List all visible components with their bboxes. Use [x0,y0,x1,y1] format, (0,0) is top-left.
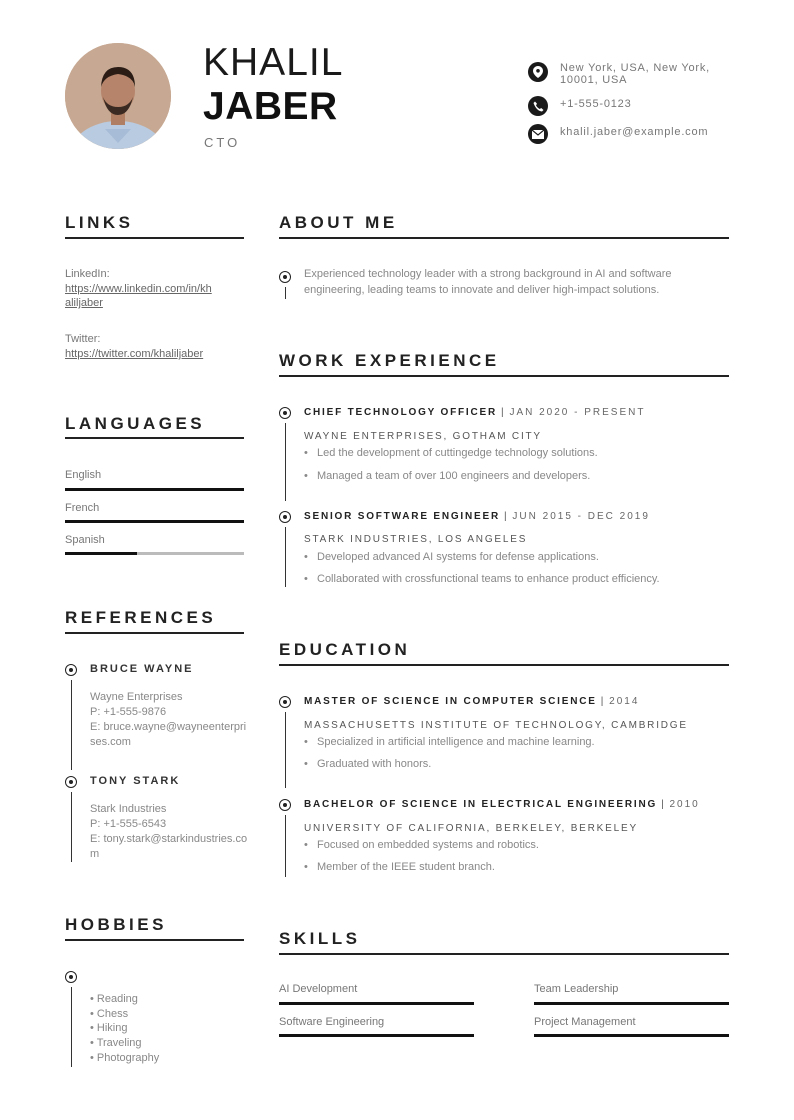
timeline-line [285,287,286,299]
timeline-dot [279,407,291,419]
language-name: Spanish [65,534,105,546]
separator: | [600,696,606,707]
hobby-item: • Traveling [90,1037,142,1049]
linkedin-link-line2[interactable]: aliljaber [65,297,103,309]
bullet-glyph: • [304,470,308,482]
timeline-line [71,987,72,1067]
job-heading [304,407,645,418]
timeline-line [285,815,286,877]
skill-bar [534,1034,729,1037]
hobby-item: • Photography [90,1052,160,1064]
skill-bar [279,1034,474,1037]
reference-phone: P: +1-555-9876 [90,706,167,718]
timeline-dot [279,271,291,283]
timeline-line [285,527,286,587]
bullet-text: Collaborated with crossfunctional teams to enhance product efficiency. [317,573,660,585]
skill-name: Team Leadership [534,983,619,995]
timeline-dot [65,971,77,983]
timeline-line [71,680,72,770]
timeline-line [285,423,286,501]
references-heading: REFERENCES [65,608,217,627]
separator: | [504,511,509,522]
phone-icon [528,96,548,116]
skill-bar [534,1002,729,1005]
hobby-item: • Chess [90,1008,129,1020]
timeline-dot [279,799,291,811]
twitter-label: Twitter: [65,333,101,345]
links-heading: LINKS [65,213,134,232]
language-level-bar [65,520,244,523]
reference-email[interactable]: E: bruce.wayne@wayneenterprises.com [90,721,247,748]
reference-details [90,802,250,862]
bullet-glyph: • [304,736,308,748]
linkedin-label: LinkedIn: [65,268,110,280]
bullet-text: Developed advanced AI systems for defense applications. [317,551,599,563]
bullet-glyph: • [304,447,308,459]
school-name: UNIVERSITY OF CALIFORNIA, BERKELEY, BERKELEY [304,823,638,834]
language-level-bar [65,552,244,555]
last-name: JABER [203,85,338,128]
degree-title: MASTER OF SCIENCE IN COMPUTER SCIENCE [304,696,597,707]
job-bullet [304,470,590,482]
skill-name: Software Engineering [279,1016,385,1028]
languages-heading: LANGUAGES [65,414,206,433]
language-level-fill [65,552,137,555]
timeline-dot [279,696,291,708]
degree-title: BACHELOR OF SCIENCE IN ELECTRICAL ENGINEERING [304,799,658,810]
links-divider [65,237,244,239]
about-text-line2: engineering, leading teams to innovate and deliver high-impact solutions. [304,284,660,296]
about-divider [279,237,729,239]
reference-name: TONY STARK [90,775,181,787]
timeline-dot [65,776,77,788]
job-heading [304,511,650,522]
education-heading: EDUCATION [279,640,411,659]
timeline-line [285,712,286,788]
phone-text: +1-555-0123 [560,98,632,110]
contact-phone [528,96,730,116]
language-name: English [65,469,102,481]
separator: | [501,407,506,418]
bullet-glyph: • [304,551,308,563]
timeline-dot [65,664,77,676]
hobbies-heading: HOBBIES [65,915,167,934]
twitter-link[interactable]: https://twitter.com/khaliljaber [65,348,204,360]
bullet-text: Managed a team of over 100 engineers and developers. [317,470,591,482]
job-role: SENIOR SOFTWARE ENGINEER [304,511,500,522]
languages-divider [65,437,244,439]
degree-year: 2014 [609,696,640,707]
job-title: CTO [204,135,241,150]
bullet-text: Member of the IEEE student branch. [317,861,495,873]
job-organization: WAYNE ENTERPRISES, GOTHAM CITY [304,431,542,442]
job-organization: STARK INDUSTRIES, LOS ANGELES [304,534,528,545]
profile-photo [65,43,171,149]
bullet-text: Specialized in artificial intelligence and machine learning. [317,736,595,748]
timeline-dot [279,511,291,523]
reference-company: Stark Industries [90,803,167,815]
address-text: New York, USA, New York, 10001, USA [560,62,711,86]
bullet-glyph: • [304,758,308,770]
skills-divider [279,953,729,955]
references-divider [65,632,244,634]
skills-heading: SKILLS [279,929,361,948]
about-heading: ABOUT ME [279,213,398,232]
education-bullet [304,861,495,873]
job-date: JAN 2020 - PRESENT [509,407,646,418]
email-icon [528,124,548,144]
contact-email [528,124,730,144]
reference-phone: P: +1-555-6543 [90,818,167,830]
work-heading: WORK EXPERIENCE [279,351,500,370]
job-bullet [304,551,599,563]
skill-bar [279,1002,474,1005]
job-date: JUN 2015 - DEC 2019 [512,511,650,522]
bullet-glyph: • [304,861,308,873]
reference-details [90,690,250,750]
education-divider [279,664,729,666]
reference-name: BRUCE WAYNE [90,663,194,675]
email-text: khalil.jaber@example.com [560,126,709,138]
education-bullet [304,839,539,851]
bullet-text: Graduated with honors. [317,758,432,770]
job-bullet [304,573,660,585]
contact-address [528,62,730,86]
separator: | [661,799,666,810]
hobbies-divider [65,939,244,941]
reference-company: Wayne Enterprises [90,691,183,703]
language-level-bar [65,488,244,491]
bullet-text: Focused on embedded systems and robotics. [317,839,539,851]
hobby-item: • Reading [90,993,138,1005]
language-level-fill [65,488,244,491]
timeline-line [71,792,72,862]
hobby-item: • Hiking [90,1022,128,1034]
work-divider [279,375,729,377]
degree-year: 2010 [669,799,700,810]
school-name: MASSACHUSETTS INSTITUTE OF TECHNOLOGY, CAMBRIDGE [304,720,688,731]
language-name: French [65,502,100,514]
bullet-text: Led the development of cuttingedge technology solutions. [317,447,598,459]
linkedin-link-line1[interactable]: https://www.linkedin.com/in/kh [65,283,212,295]
education-bullet [304,736,595,748]
degree-heading [304,799,700,810]
location-pin-icon [528,62,548,82]
language-level-fill [65,520,244,523]
reference-email[interactable]: E: tony.stark@starkindustries.com [90,833,248,860]
education-bullet [304,758,431,770]
first-name: KHALIL [203,41,344,84]
about-text-line1: Experienced technology leader with a strong background in AI and software [304,268,672,280]
job-bullet [304,447,598,459]
job-role: CHIEF TECHNOLOGY OFFICER [304,407,498,418]
degree-heading [304,696,639,707]
bullet-glyph: • [304,839,308,851]
skill-name: Project Management [534,1016,636,1028]
bullet-glyph: • [304,573,308,585]
skill-name: AI Development [279,983,358,995]
